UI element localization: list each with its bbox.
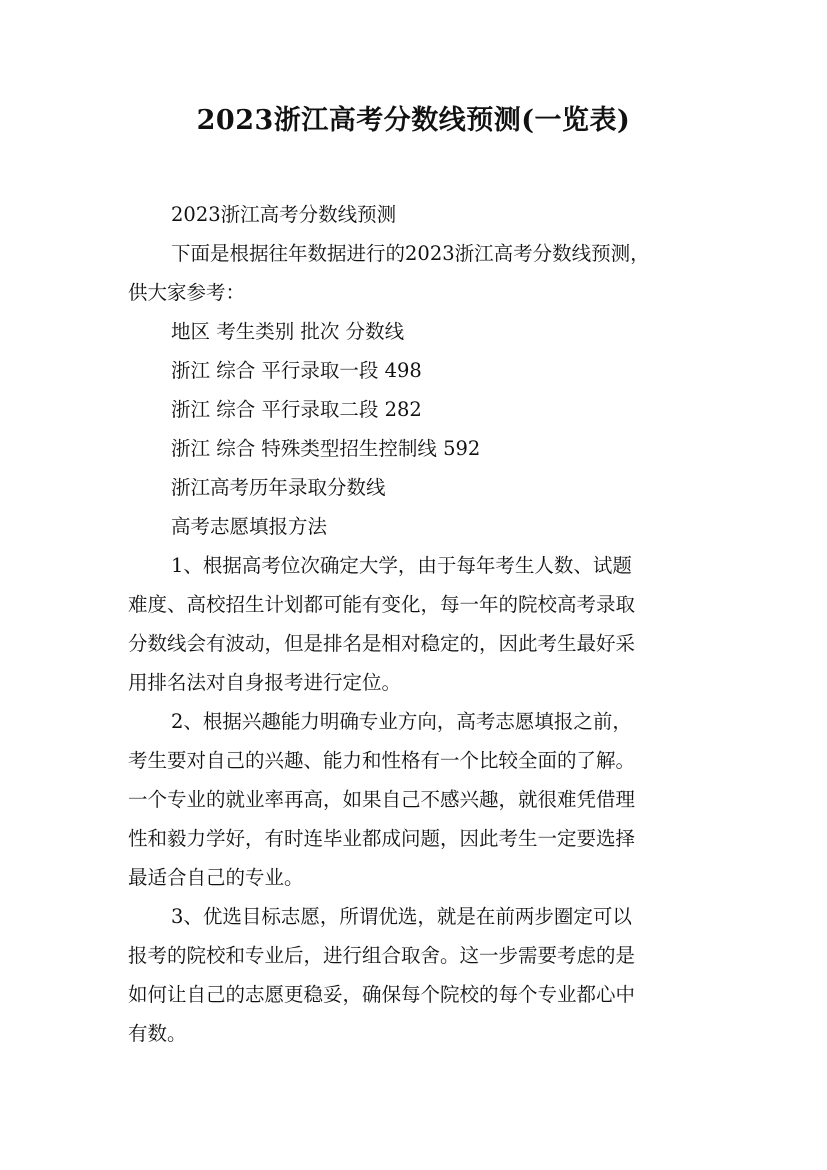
method-paragraph-line: 最适合自己的专业。 (128, 866, 304, 889)
document-title: 2023浙江高考分数线预测(一览表) (196, 105, 631, 136)
method-paragraph-line: 3、优选目标志愿，所谓优选，就是在前两步圈定可以 (171, 905, 632, 928)
intro-paragraph-line: 供大家参考： (128, 281, 246, 304)
section-heading-method: 高考志愿填报方法 (171, 515, 328, 538)
method-paragraph-line: 一个专业的就业率再高，如果自己不感兴趣，就很难凭借理 (128, 788, 636, 811)
method-paragraph-line: 报考的院校和专业后，进行组合取舍。这一步需要考虑的是 (128, 944, 636, 967)
method-paragraph-line: 考生要对自己的兴趣、能力和性格有一个比较全面的了解。 (128, 749, 636, 772)
method-paragraph-line: 2、根据兴趣能力明确专业方向，高考志愿填报之前， (171, 710, 632, 733)
score-table-row: 浙江 综合 特殊类型招生控制线 592 (171, 437, 481, 460)
method-paragraph-line: 用排名法对自身报考进行定位。 (128, 671, 402, 694)
method-paragraph-line: 难度、高校招生计划都可能有变化，每一年的院校高考录取 (128, 593, 636, 616)
score-table-row: 浙江 综合 平行录取二段 282 (171, 398, 422, 421)
score-table-header: 地区 考生类别 批次 分数线 (171, 320, 405, 343)
intro-paragraph-line: 下面是根据往年数据进行的2023浙江高考分数线预测， (171, 242, 650, 265)
method-paragraph-line: 分数线会有波动，但是排名是相对稳定的，因此考生最好采 (128, 632, 636, 655)
method-paragraph-line: 1、根据高考位次确定大学，由于每年考生人数、试题 (171, 554, 632, 577)
section-heading-history: 浙江高考历年录取分数线 (171, 476, 386, 499)
method-paragraph-line: 性和毅力学好，有时连毕业都成问题，因此考生一定要选择 (128, 827, 636, 850)
method-paragraph-line: 如何让自己的志愿更稳妥，确保每个院校的每个专业都心中 (128, 983, 636, 1006)
method-paragraph-line: 有数。 (128, 1022, 187, 1045)
document-body (128, 195, 714, 1053)
section-heading-prediction: 2023浙江高考分数线预测 (171, 203, 397, 226)
score-table-row: 浙江 综合 平行录取一段 498 (171, 359, 422, 382)
